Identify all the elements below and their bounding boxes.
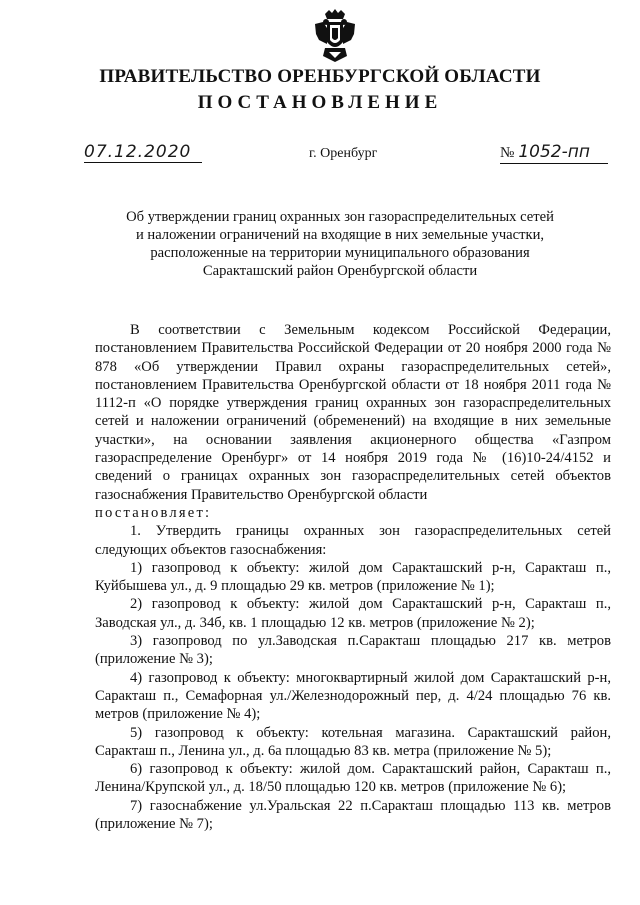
number-sign: №	[500, 145, 515, 161]
title-line: Об утверждении границ охранных зон газораспределительных сетей	[126, 209, 554, 225]
document-body	[95, 321, 611, 833]
document-date: 07.12.2020	[84, 142, 202, 163]
title-line: Саракташский район Оренбургской области	[202, 263, 478, 279]
coat-of-arms-icon	[313, 8, 357, 64]
document-number	[500, 142, 608, 164]
subitem-paragraph: 1) газопровод к объекту: жилой дом Саракташский р-н, Саракташ п., Куйбышева ул., д. 9 площадью 29 кв. метров (приложение № 1);	[95, 559, 611, 595]
title-line: расположенные на территории муниципального образования	[150, 245, 530, 261]
item-1-paragraph: 1. Утвердить границы охранных зон газораспределительных сетей следующих объектов газоснабжения:	[95, 523, 611, 558]
subitem-paragraph: 2) газопровод к объекту: жилой дом Саракташский р-н, Саракташ п., Заводская ул., д. 34б, кв. 1 площадью 12 кв. метров (приложение № 2);	[95, 596, 611, 631]
subitem-paragraph: 6) газопровод к объекту: жилой дом. Саракташский район, Саракташ п., Ленина/Крупской ул., д. 18/50 площадью 120 кв. метров (приложение № 6);	[95, 761, 611, 796]
preamble-paragraph: В соответствии с Земельным кодексом Российской Федерации, постановлением Правительства Российской Федерации от 20 ноября 2000 года № 878 «Об утверждении Правил охраны газораспределительных сетей», постановлением Правительства Оренбургской области от 18 ноября 2011 года № 1112-п «О порядке утверждения границ охранных зон газораспределительных сетей и наложении ограничений (обременений) на входящие в них земельные участки», на основании заявления акционерного общества «Газпром газораспределение Оренбург» от 14 ноября 2019 года № (16)10-24/4152 и сведений о границах охранных зон газораспределительных сетей объектов газоснабжения Правительство Оренбургской области	[95, 322, 611, 503]
subitem-paragraph: 7) газоснабжение ул.Уральская 22 п.Саракташ площадью 113 кв. метров (приложение № 7);	[95, 797, 611, 833]
organization-name: ПРАВИТЕЛЬСТВО ОРЕНБУРГСКОЙ ОБЛАСТИ	[99, 66, 541, 87]
document-title	[100, 208, 580, 280]
document-city: г. Оренбург	[309, 146, 378, 161]
document-type: ПОСТАНОВЛЕНИЕ	[197, 92, 443, 113]
title-line: и наложении ограничений на входящие в них земельные участки,	[135, 227, 545, 243]
subitem-paragraph: 3) газопровод по ул.Заводская п.Саракташ площадью 217 кв. метров (приложение № 3);	[95, 633, 611, 668]
resolves-label: постановляет:	[95, 504, 212, 521]
subitem-paragraph: 5) газопровод к объекту: котельная магазина. Саракташский район, Саракташ п., Ленина ул., д. 6а площадью 83 кв. метра (приложение № 5);	[95, 724, 611, 759]
subitem-paragraph: 4) газопровод к объекту: многоквартирный жилой дом Саракташский р-н, Саракташ п., Семафорная ул./Железнодорожный пер, д. 4/24 площадью 76 кв. метров (приложение № 4);	[95, 669, 611, 723]
number-value: 1052-пп	[518, 142, 590, 162]
